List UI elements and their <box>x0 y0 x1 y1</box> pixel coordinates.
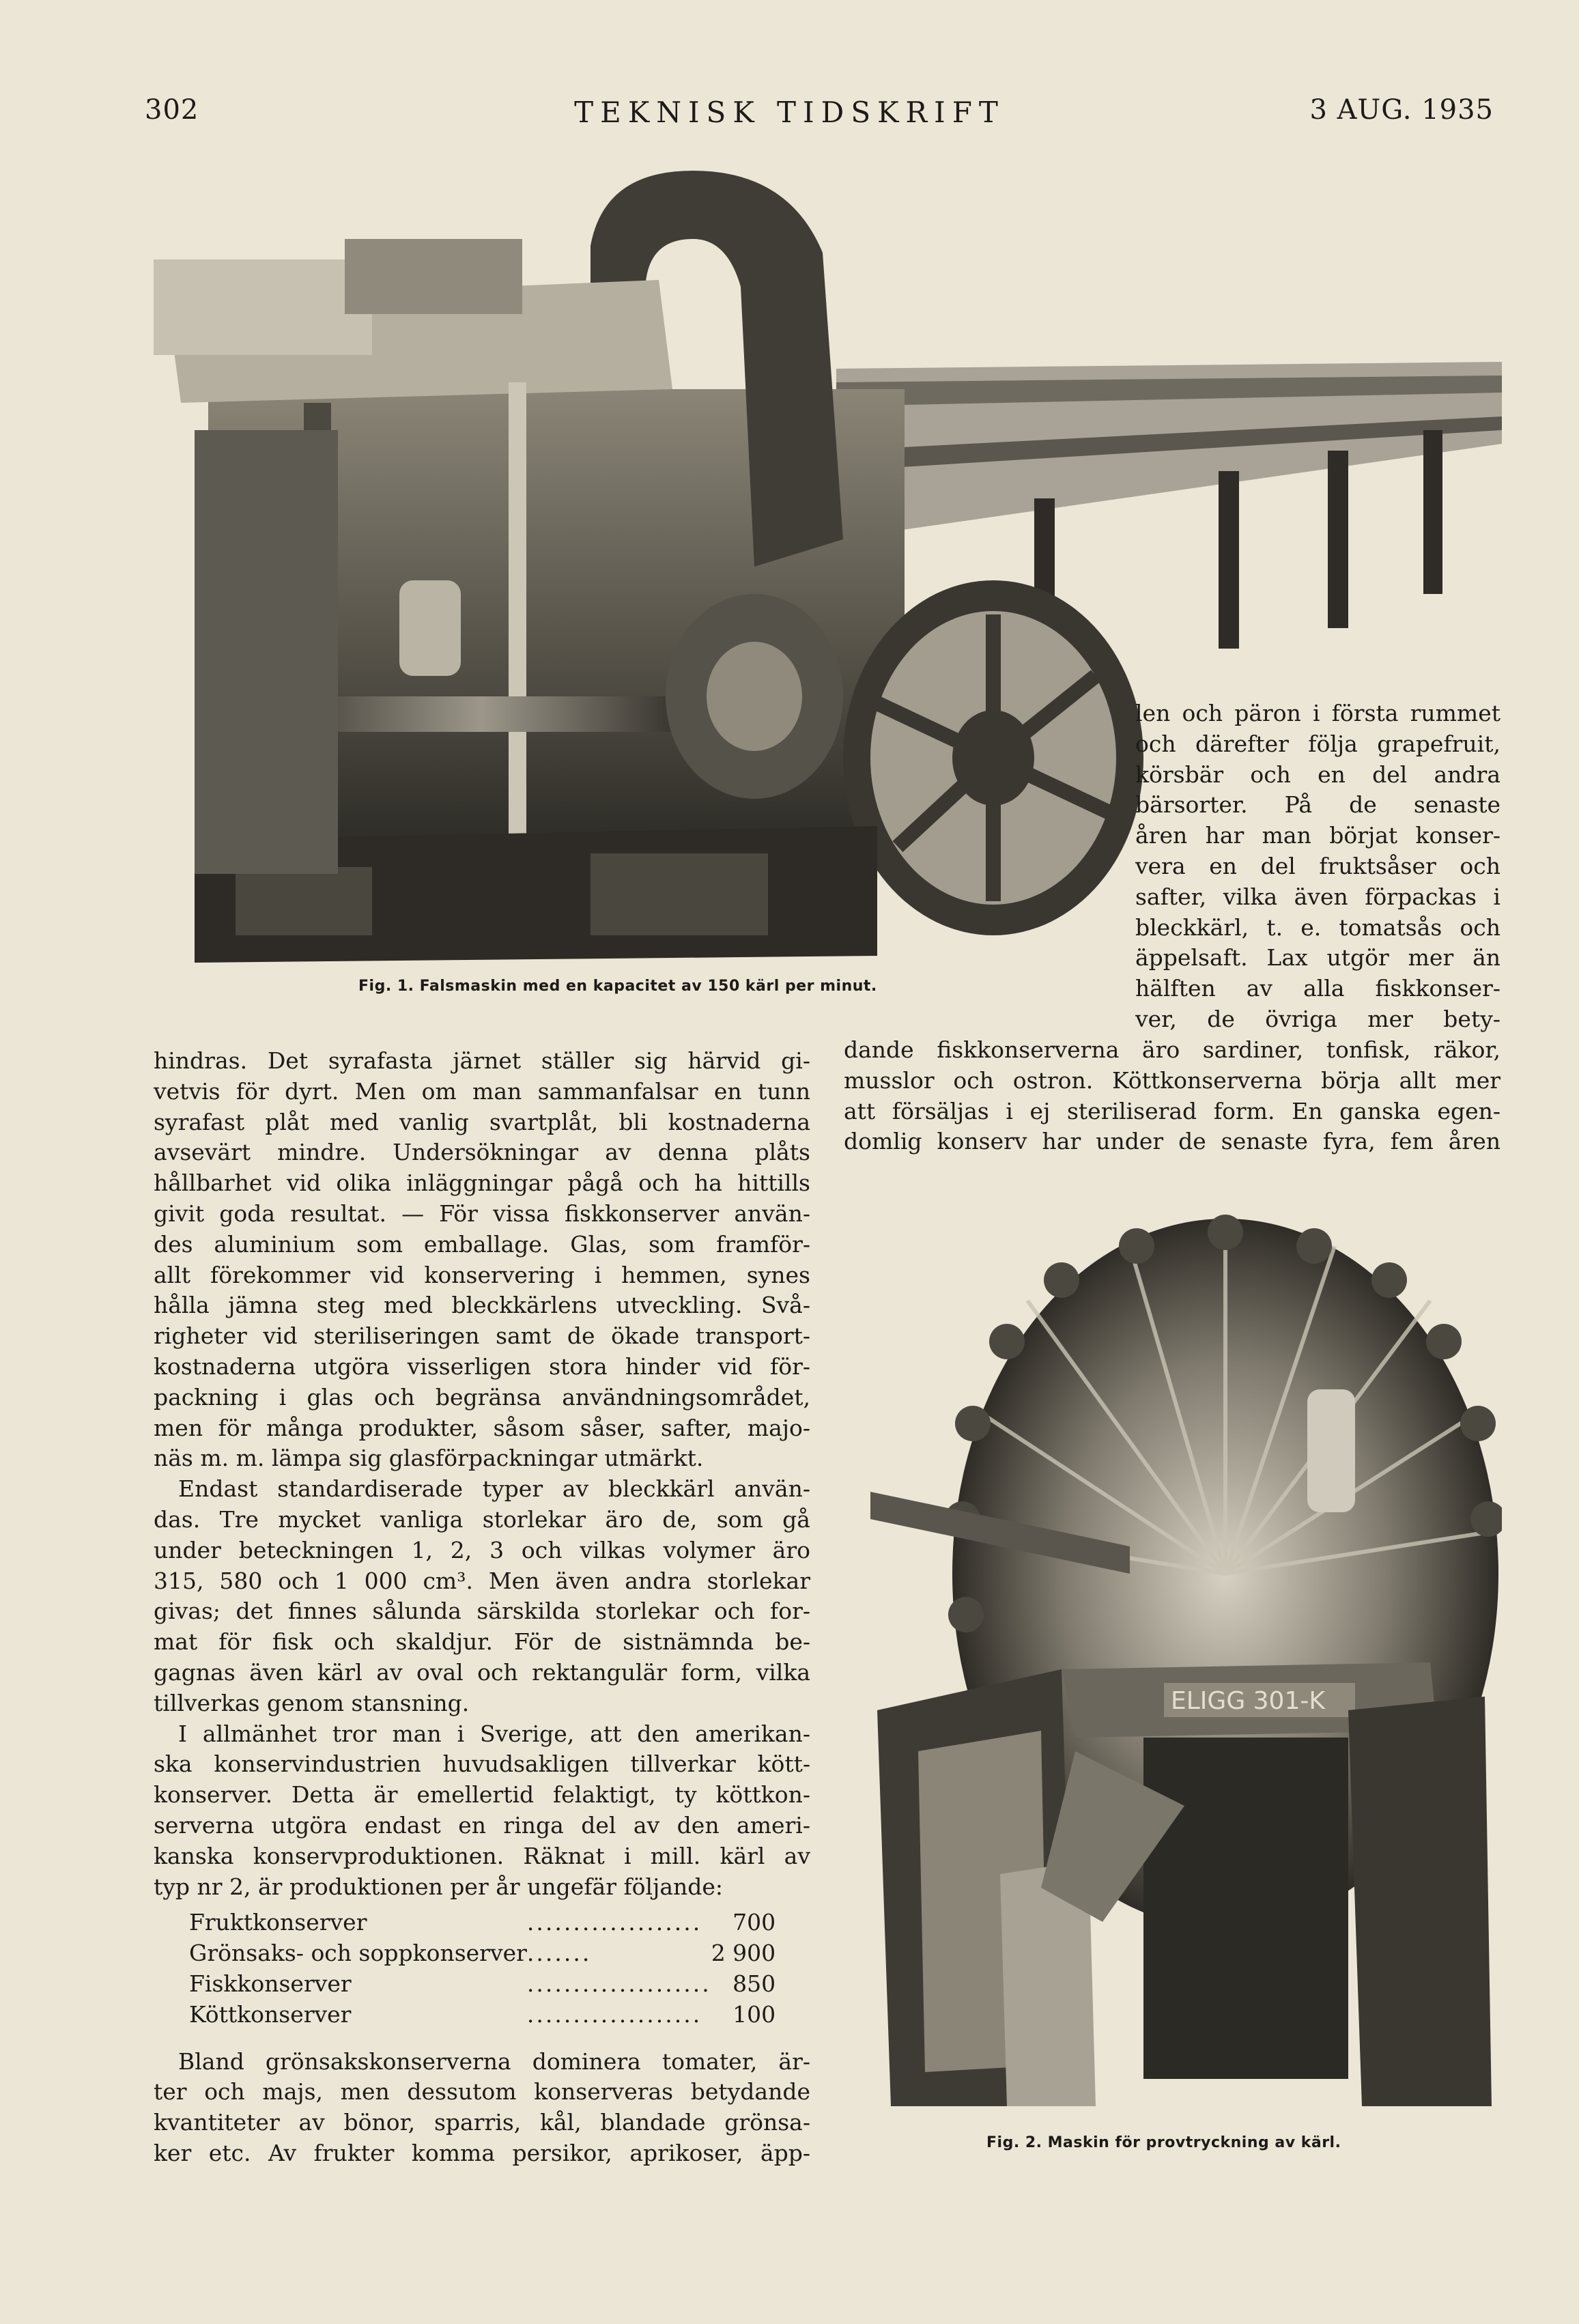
page-number: 302 <box>145 94 199 126</box>
figure-2-photo <box>870 1191 1502 2120</box>
text-line: packning i glas och begränsa användningsområdet, <box>154 1383 810 1411</box>
table-value: 850 <box>732 1970 776 1997</box>
table-value: 100 <box>732 2000 776 2028</box>
text-line: safter, vilka även förpackas i <box>1135 883 1500 910</box>
table-row <box>189 1938 776 1969</box>
text-line: 315, 580 och 1 000 cm³. Men även andra storlekar <box>154 1567 810 1594</box>
text-line: kostnaderna utgöra visserligen stora hinder vid för- <box>154 1352 810 1380</box>
text-line: hållbarhet vid olika inläggningar pågå och ha hittills <box>154 1170 810 1197</box>
text-line: under beteckningen 1, 2, 3 och vilkas volymer äro <box>154 1536 810 1563</box>
text-line: hålla jämna steg med bleckkärlens utveckling. Svå- <box>154 1292 810 1319</box>
table-label: Fiskkonserver <box>189 1970 352 1997</box>
text-line: gagnas även kärl av oval och rektangulär form, vilka <box>154 1658 810 1686</box>
issue-date: 3 AUG. 1935 <box>1309 94 1494 126</box>
text-line: hindras. Det syrafasta järnet ställer sig härvid gi- <box>154 1047 810 1074</box>
text-line: ker etc. Av frukter komma persikor, aprikoser, äpp- <box>154 2139 810 2166</box>
text-line: domlig konserv har under de senaste fyra, fem åren <box>844 1128 1500 1155</box>
text-line: Endast standardiserade typer av bleckkärl använ- <box>178 1475 810 1503</box>
text-line: allt förekommer vid konservering i hemmen, synes <box>154 1261 810 1288</box>
right-column-top <box>1135 698 1500 1035</box>
table-dots: ................... <box>526 2000 702 2028</box>
table-dots: ................... <box>526 1909 702 1936</box>
text-line: äppelsaft. Lax utgör mer än <box>1135 944 1500 972</box>
text-line: bärsorter. På de senaste <box>1135 791 1500 819</box>
text-line: ter och majs, men dessutom konserveras betydande <box>154 2078 810 2106</box>
text-line: och därefter följa grapefruit, <box>1135 730 1500 757</box>
text-line: vera en del fruktsåser och <box>1135 852 1500 879</box>
text-line: vetvis för dyrt. Men om man sammanfalsar en tunn <box>154 1077 810 1105</box>
journal-title: TEKNISK TIDSKRIFT <box>574 96 1005 129</box>
text-line: avsevärt mindre. Undersökningar av denna plåts <box>154 1139 810 1166</box>
text-line: des aluminium som emballage. Glas, som framför- <box>154 1230 810 1258</box>
right-column-middle <box>844 1035 1500 1157</box>
table-row <box>189 1908 776 1938</box>
table-value: 2 900 <box>711 1940 776 1967</box>
text-line: serverna utgöra endast en ringa del av den ameri- <box>154 1811 810 1839</box>
text-line: dande fiskkonserverna äro sardiner, tonfisk, räkor, <box>844 1036 1500 1063</box>
table-dots: .................... <box>526 1970 711 1997</box>
text-line: ska konservindustrien huvudsakligen tillverkar kött- <box>154 1751 810 1778</box>
text-line: das. Tre mycket vanliga storlekar äro de, som gå <box>154 1505 810 1533</box>
text-line: len och päron i första rummet <box>1135 700 1500 726</box>
text-line: näs m. m. lämpa sig glasförpackningar utmärkt. <box>154 1445 704 1472</box>
text-line: kanska konservproduktionen. Räknat i mill. kärl av <box>154 1842 810 1869</box>
table-row <box>189 1969 776 2000</box>
text-line: musslor och ostron. Köttkonserverna börja allt mer <box>844 1066 1500 1094</box>
text-line: kvantiteter av bönor, sparris, kål, blandade grönsa- <box>154 2109 810 2136</box>
table-dots: ....... <box>526 1940 592 1967</box>
text-line: ver, de övriga mer bety- <box>1135 1005 1500 1032</box>
left-column <box>154 1046 810 2169</box>
text-line: att försäljas i ej steriliserad form. En ganska egen- <box>844 1097 1500 1124</box>
text-line: åren har man börjat konser- <box>1135 822 1500 849</box>
text-line: I allmänhet tror man i Sverige, att den amerikan- <box>178 1720 810 1747</box>
text-line: men för många produkter, såsom såser, safter, majo- <box>154 1414 810 1441</box>
table-row <box>189 2000 776 2030</box>
table-label: Köttkonserver <box>189 2000 352 2028</box>
text-line: typ nr 2, är produktionen per år ungefär följande: <box>154 1873 724 1900</box>
production-table <box>189 1908 776 2030</box>
table-label: Grönsaks- och soppkonserver <box>189 1940 527 1967</box>
figure-1-caption: Fig. 1. Falsmaskin med en kapacitet av 150 kärl per minut. <box>358 978 877 995</box>
table-value: 700 <box>732 1909 776 1936</box>
text-line: Bland grönsakskonserverna dominera tomater, är- <box>178 2047 810 2075</box>
text-line: körsbär och en del andra <box>1135 761 1500 788</box>
text-line: tillverkas genom stansning. <box>154 1689 470 1716</box>
text-line: givas; det finnes sålunda särskilda storlekar och for- <box>154 1598 810 1625</box>
text-line: mat för fisk och skaldjur. För de sistnämnda be- <box>154 1628 810 1656</box>
text-line: konserver. Detta är emellertid felaktigt, ty köttkon- <box>154 1781 810 1809</box>
machine-plate-text: ELIGG 301-K <box>1171 1687 1325 1715</box>
text-line: bleckkärl, t. e. tomatsås och <box>1135 913 1500 941</box>
text-line: syrafast plåt med vanlig svartplåt, bli kostnaderna <box>154 1108 810 1135</box>
figure-2-caption: Fig. 2. Maskin för provtryckning av kärl. <box>986 2134 1341 2151</box>
text-line: hälften av alla fiskkonser- <box>1135 975 1500 1002</box>
table-label: Fruktkonserver <box>189 1909 367 1936</box>
text-line: righeter vid steriliseringen samt de ökade transport- <box>154 1322 810 1350</box>
text-line: givit goda resultat. — För vissa fiskkonserver använ- <box>154 1200 810 1227</box>
